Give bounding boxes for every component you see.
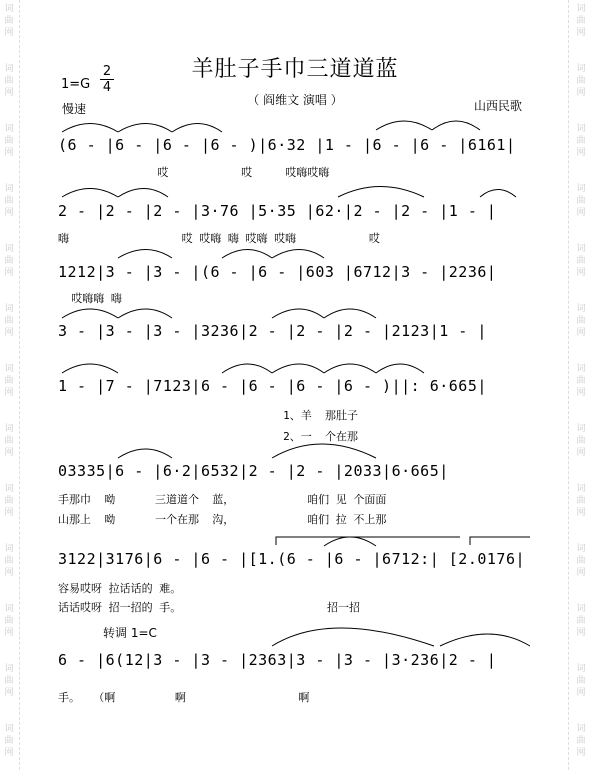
watermark-glyph: 网 (4, 148, 14, 158)
watermark-glyph: 词 (4, 124, 14, 134)
slur-arc (62, 364, 118, 373)
lyric-line-5a: 1、羊 那肚子 (58, 409, 359, 422)
watermark-glyph: 曲 (576, 76, 586, 86)
watermark-glyph: 网 (4, 688, 14, 698)
notation-line-5: 1 - |7 - |7123|6 - |6 - |6 - |6 - )||: 6·665| (58, 377, 487, 395)
lyric-line-2: 嗨 哎 哎嗨 嗨 哎嗨 哎嗨 哎 (58, 232, 380, 245)
volta-brackets (276, 537, 530, 545)
watermark-glyph: 曲 (4, 136, 14, 146)
watermark-glyph: 词 (4, 604, 14, 614)
watermark-glyph: 曲 (4, 496, 14, 506)
watermark-glyph: 曲 (4, 376, 14, 386)
watermark-glyph: 词 (4, 244, 14, 254)
watermark-glyph: 曲 (576, 136, 586, 146)
slur-arc (118, 124, 172, 133)
slur-arc (222, 364, 272, 373)
watermark-glyph: 曲 (4, 16, 14, 26)
watermark-glyph: 网 (4, 268, 14, 278)
watermark-glyph: 网 (576, 28, 586, 38)
watermark-glyph: 网 (4, 748, 14, 758)
watermark-glyph: 曲 (4, 736, 14, 746)
lyric-line-8: 手。 （啊 啊 啊 (58, 691, 310, 704)
watermark-glyph: 曲 (576, 556, 586, 566)
watermark-glyph: 曲 (576, 256, 586, 266)
watermark-glyph: 词 (576, 484, 586, 494)
performer-credit: （ 阎维文 演唱 ） (247, 93, 343, 107)
watermark-glyph: 词 (576, 184, 586, 194)
watermark-glyph: 网 (576, 628, 586, 638)
watermark-glyph: 曲 (4, 256, 14, 266)
notation-line-8: 6 - |6(12|3 - |3 - |2363|3 - |3 - |3·236|2 - | (58, 651, 497, 669)
slur-arc (118, 449, 172, 458)
lyric-line-6a: 手那巾 呦 三道道个 蓝， 咱们 见 个面面 (58, 493, 387, 506)
watermark-glyph: 词 (4, 4, 14, 14)
slur-arc (62, 124, 118, 133)
watermark-glyph: 词 (4, 724, 14, 734)
watermark-glyph: 词 (576, 304, 586, 314)
watermark-glyph: 词 (576, 64, 586, 74)
watermark-glyph: 曲 (4, 196, 14, 206)
notation-line-7: 3122|3176|6 - |6 - |[1.(6 - |6 - |6712:| [2.0176| (58, 550, 526, 568)
watermark-glyph: 曲 (4, 676, 14, 686)
slur-arc (324, 364, 376, 373)
watermark-glyph: 曲 (576, 376, 586, 386)
slur-arc (338, 187, 424, 198)
lyric-line-3: 哎嗨嗨 嗨 (58, 292, 122, 305)
watermark-glyph: 词 (576, 424, 586, 434)
watermark-glyph: 曲 (4, 616, 14, 626)
slur-arc (324, 309, 376, 318)
watermark-glyph: 网 (576, 688, 586, 698)
slur-arc (118, 250, 172, 259)
watermark-glyph: 网 (576, 328, 586, 338)
slur-arc (272, 250, 324, 259)
slur-arc (272, 364, 324, 373)
lyric-line-1: 哎 哎 哎嗨哎嗨 (58, 166, 330, 179)
watermark-glyph: 网 (576, 268, 586, 278)
watermark-glyph: 词 (4, 304, 14, 314)
watermark-glyph: 网 (4, 568, 14, 578)
lyric-line-5b: 2、一 个在那 (58, 430, 359, 443)
watermark-glyph: 词 (576, 364, 586, 374)
time-signature-bottom: 4 (102, 80, 112, 95)
volta-bracket-2 (470, 537, 530, 545)
slur-arc (272, 309, 324, 318)
slur-arc (272, 444, 376, 458)
notation-line-6: 03335|6 - |6·2|6532|2 - |2 - |2033|6·665| (58, 462, 449, 480)
notation-line-3: 1212|3 - |3 - |(6 - |6 - |603 |6712|3 - |2236| (58, 263, 497, 281)
notation-line-1: (6 - |6 - |6 - |6 - )|6·32 |1 - |6 - |6 - |6161| (58, 136, 516, 154)
watermark-glyph: 网 (576, 208, 586, 218)
watermark-glyph: 词 (4, 664, 14, 674)
slur-arc (118, 189, 168, 198)
notation-line-4: 3 - |3 - |3 - |3236|2 - |2 - |2 - |2123|1 - | (58, 322, 487, 340)
time-signature-top: 2 (100, 64, 114, 80)
slur-arc (222, 250, 272, 259)
watermark-glyph: 词 (4, 64, 14, 74)
watermark-glyph: 词 (576, 664, 586, 674)
modulation-marking: 转调 1=C (103, 626, 157, 640)
watermark-glyph: 网 (4, 28, 14, 38)
notation-line-2: 2 - |2 - |2 - |3·76 |5·35 |62·|2 - |2 - |1 - | (58, 202, 497, 220)
slur-arc (376, 121, 432, 130)
watermark-glyph: 曲 (576, 736, 586, 746)
slur-arc (172, 124, 222, 133)
watermark-glyph: 网 (576, 568, 586, 578)
watermark-glyph: 网 (576, 508, 586, 518)
watermark-glyph: 曲 (576, 436, 586, 446)
watermark-glyph: 曲 (4, 436, 14, 446)
watermark-glyph: 网 (4, 388, 14, 398)
watermark-glyph: 曲 (4, 556, 14, 566)
tempo-marking: 慢速 (62, 102, 87, 116)
watermark-glyph: 词 (4, 184, 14, 194)
watermark-glyph: 曲 (576, 676, 586, 686)
slur-arc (440, 634, 530, 646)
watermark-glyph: 曲 (4, 316, 14, 326)
lyric-line-6b: 山那上 呦 一个在那 沟， 咱们 拉 不上那 (58, 513, 387, 526)
watermark-glyph: 词 (576, 124, 586, 134)
slur-arc (324, 537, 376, 546)
slur-arc (62, 189, 118, 198)
watermark-glyph: 网 (576, 88, 586, 98)
watermark-glyph: 词 (576, 604, 586, 614)
slur-arc (432, 121, 480, 130)
watermark-glyph: 网 (4, 208, 14, 218)
song-title: 羊肚子手巾三道道蓝 (191, 57, 399, 82)
slur-arc (376, 364, 424, 373)
key-signature: 1=G (61, 77, 91, 92)
watermark-glyph: 曲 (576, 616, 586, 626)
watermark-glyph: 词 (4, 424, 14, 434)
watermark-glyph: 网 (4, 448, 14, 458)
watermark-glyph: 词 (576, 724, 586, 734)
slur-arc (272, 628, 434, 646)
watermark-glyph: 网 (576, 388, 586, 398)
watermark-glyph: 曲 (576, 496, 586, 506)
watermark-glyph: 网 (4, 88, 14, 98)
watermark-glyph: 曲 (4, 76, 14, 86)
watermark-glyph: 词 (4, 364, 14, 374)
watermark-glyph: 词 (4, 484, 14, 494)
watermark-glyph: 曲 (576, 16, 586, 26)
watermark-glyph: 网 (4, 328, 14, 338)
song-origin: 山西民歌 (474, 99, 523, 113)
watermark-glyph: 网 (4, 628, 14, 638)
watermark-glyph: 曲 (576, 196, 586, 206)
slur-arc (118, 309, 172, 318)
lyric-line-7b: 话话哎呀 招一招的 手。 招一招 (58, 601, 360, 614)
slur-arc (480, 190, 516, 198)
watermark-glyph: 词 (576, 4, 586, 14)
watermark-glyph: 曲 (576, 316, 586, 326)
watermark-glyph: 网 (576, 148, 586, 158)
lyric-line-7a: 容易哎呀 拉话话的 难。 (58, 582, 182, 595)
watermark-glyph: 网 (576, 748, 586, 758)
watermark-glyph: 网 (576, 448, 586, 458)
watermark-glyph: 词 (576, 544, 586, 554)
watermark-glyph: 词 (4, 544, 14, 554)
slur-arc (62, 309, 118, 318)
watermark-glyph: 词 (576, 244, 586, 254)
watermark-glyph: 网 (4, 508, 14, 518)
